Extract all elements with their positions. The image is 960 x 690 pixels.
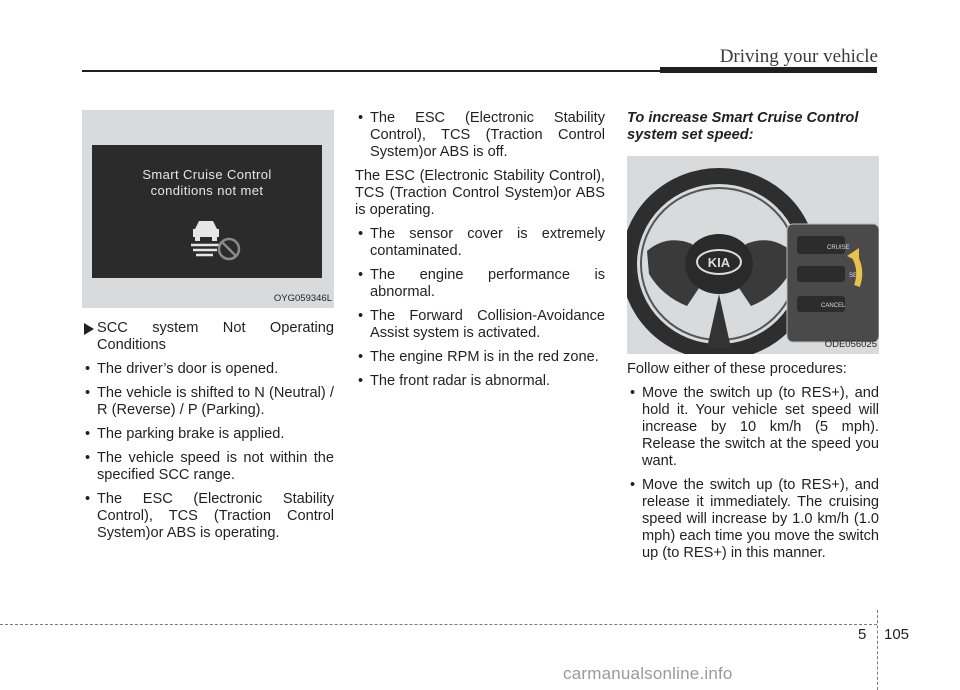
steering-wheel-figure bbox=[627, 156, 879, 354]
triangle-marker-icon bbox=[84, 323, 94, 335]
chapter-number: 5 bbox=[858, 626, 867, 643]
column-2 bbox=[355, 110, 605, 390]
list-item: • The parking brake is applied. bbox=[82, 426, 334, 443]
list-item: • The engine RPM is in the red zone. bbox=[355, 349, 605, 366]
header-rule-accent bbox=[660, 67, 877, 73]
section-heading: To increase Smart Cruise Control system set speed: bbox=[627, 110, 859, 143]
body-paragraph: The ESC (Electronic Stability Control), TCS (Traction Control System)or ABS is operating. bbox=[355, 168, 605, 218]
cruise-button-label: CRUISE bbox=[827, 245, 850, 251]
column-1 bbox=[82, 110, 334, 542]
cluster-screen bbox=[92, 145, 322, 278]
condition-list-cont bbox=[355, 110, 605, 161]
watermark: carmanualsonline.info bbox=[563, 664, 733, 683]
page-number: 105 bbox=[884, 626, 910, 643]
wheel-logo: KIA bbox=[707, 255, 731, 270]
list-item: • The ESC (Electronic Stability Control), TCS (Traction Control System)or ABS is off. bbox=[355, 110, 605, 161]
footer-divider bbox=[877, 610, 878, 690]
condition-list bbox=[82, 361, 334, 542]
list-item: • The front radar is abnormal. bbox=[355, 373, 605, 390]
procedure-intro: Follow either of these procedures: bbox=[627, 361, 847, 377]
figure-code: ODE056025 bbox=[824, 339, 877, 350]
cluster-message-line1: Smart Cruise Control bbox=[142, 167, 272, 182]
section-subhead bbox=[82, 320, 334, 354]
list-item: • The sensor cover is extremely contaminated. bbox=[355, 226, 605, 260]
list-item: • The Forward Collision-Avoidance Assist system is activated. bbox=[355, 308, 605, 342]
steering-wheel-illustration bbox=[627, 156, 879, 354]
footer-rule bbox=[0, 624, 877, 625]
cluster-message bbox=[92, 167, 322, 199]
running-header: Driving your vehicle bbox=[719, 46, 878, 67]
list-item: • The driver’s door is opened. bbox=[82, 361, 334, 378]
list-item: • The ESC (Electronic Stability Control), TCS (Traction Control System)or ABS is operating. bbox=[82, 491, 334, 542]
cluster-display-figure bbox=[82, 110, 334, 308]
list-item: • Move the switch up (to RES+), and hold it. Your vehicle set speed will increase by 10 km/h (5 mph). Release the switch at the speed you want. bbox=[627, 385, 879, 470]
cancel-button-label: CANCEL bbox=[821, 303, 846, 309]
condition-list-more bbox=[355, 226, 605, 390]
cluster-message-line2: conditions not met bbox=[150, 183, 264, 198]
scc-unavailable-icon bbox=[187, 215, 247, 263]
list-item: • The vehicle speed is not within the specified SCC range. bbox=[82, 450, 334, 484]
set-button-label: SET bbox=[849, 273, 861, 279]
list-item: • Move the switch up (to RES+), and release it immediately. The cruising speed will increase by 1.0 km/h (1.0 mph) each time you move the switch up (to RES+) in this manner. bbox=[627, 477, 879, 562]
procedure-list bbox=[627, 385, 879, 562]
list-item: • The engine performance is abnormal. bbox=[355, 267, 605, 301]
subhead-text: SCC system Not Operating Conditions bbox=[97, 320, 334, 353]
figure-code: OYG059346L bbox=[273, 293, 332, 304]
column-3 bbox=[627, 110, 879, 562]
list-item: • The vehicle is shifted to N (Neutral) / R (Reverse) / P (Parking). bbox=[82, 385, 334, 419]
